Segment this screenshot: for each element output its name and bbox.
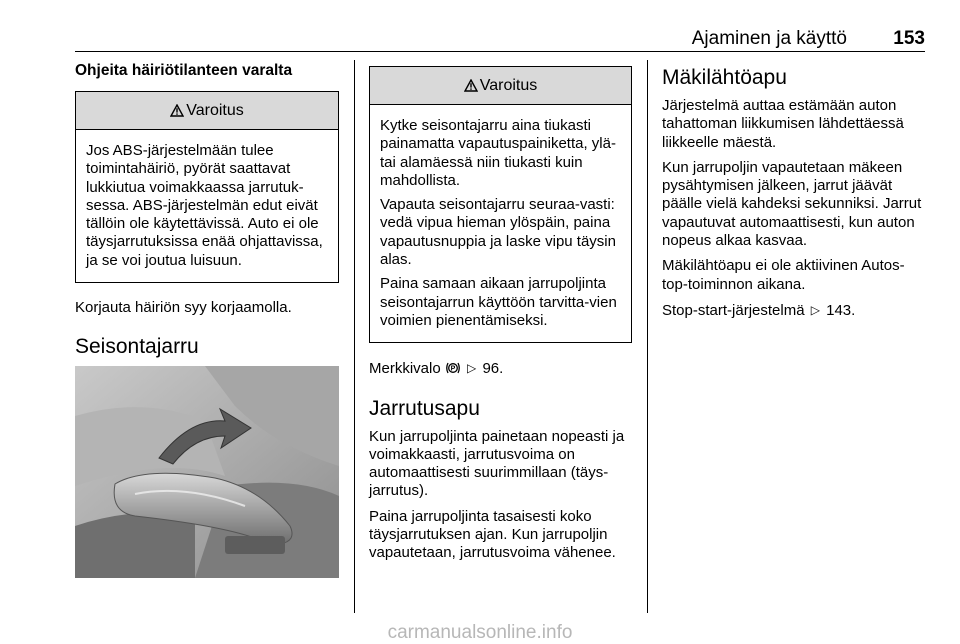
column-divider [647,60,648,613]
column-2 [369,60,632,570]
watermark: carmanualsonline.info [387,622,573,643]
body-text: Mäkilähtöapu ei ole aktiivinen Autos-top-toiminnon aikana. [662,257,905,293]
body-text: Korjauta häiriön syy korjaamolla. [75,299,292,317]
header-rule [75,51,925,52]
warning-text: Kytke seisontajarru aina tiukasti painamatta vapautuspainiketta, ylä- tai alamäessä niin tiukasti kuin mahdollista. [380,117,616,189]
indicator-reference [369,359,632,378]
brake-warning-light-icon [445,361,461,375]
body-text: Järjestelmä auttaa estämään auton tahattoman liikkumisen lähdettäessä liikkeelle mäestä. [662,97,904,151]
warning-text: Paina samaan aikaan jarrupoljinta seisontajarrun käyttöön tarvitta-vien voimien pienentämiseksi. [380,275,617,329]
chapter-title: Ajaminen ja käyttö [691,28,847,49]
column-3 [662,60,925,327]
xref-label: Stop-start-järjestelmä [662,301,805,319]
column-divider [354,60,355,613]
body-text: Kun jarrupoljin vapautetaan mäkeen pysähtymisen jälkeen, jarrut jäävät päälle vielä kahdeksi sekunniksi. Jarrut vapautuvat automaattisesti, kun auton nopeus alkaa kasvaa. [662,158,922,250]
page-number: 153 [893,28,925,49]
section-heading-brake-assist: Jarrutusapu [369,396,480,420]
body-text: Paina jarrupoljinta tasaisesti koko täysjarrutuksen ajan. Kun jarrupoljin vapautetaan, jarrutusvoima vähenee. [369,507,616,562]
indicator-label: Merkkivalo [369,360,441,378]
cross-reference [662,301,925,320]
warning-title: Varoitus [479,76,538,94]
section-heading: Ohjeita häiriötilanteen varalta [75,62,293,79]
warning-title: Varoitus [186,101,244,119]
warning-triangle-icon [464,79,478,92]
warning-box [369,66,632,343]
parking-brake-illustration [75,366,339,578]
page-reference-arrow-icon: ▷ [810,302,820,317]
xref-page[interactable]: 143. [826,301,856,319]
warning-box [75,91,339,283]
section-heading-hill-start-assist: Mäkilähtöapu [662,66,787,89]
warning-header [76,92,338,130]
warning-triangle-icon [170,104,184,117]
svg-text:P: P [450,365,456,373]
section-heading-parking-brake: Seisontajarru [75,335,199,359]
page-header [75,28,925,52]
warning-text: Vapauta seisontajarru seuraa-vasti: vedä vipua hieman ylöspäin, paina vapautusnuppia ja laske vipu täysin alas. [380,196,616,269]
warning-header [370,67,631,105]
warning-text: Jos ABS-järjestelmään tulee toimintahäiriö, pyörät saattavat lukkiutua voimakkaassa jarrutuk-sessa. ABS-järjestelmän edut eivät tällöin ole käytettävissä. Auto ei ole täysjarrutuksissa enää ohjattavissa, ja se voi joutua luisuun. [86,142,323,269]
indicator-page[interactable]: 96. [482,360,504,378]
page-reference-arrow-icon: ▷ [467,361,477,376]
column-1 [75,60,339,578]
body-text: Kun jarrupoljinta painetaan nopeasti ja voimakkaasti, jarrutusvoima on automaattisesti suurimmillaan (täys-jarrutus). [369,427,625,500]
